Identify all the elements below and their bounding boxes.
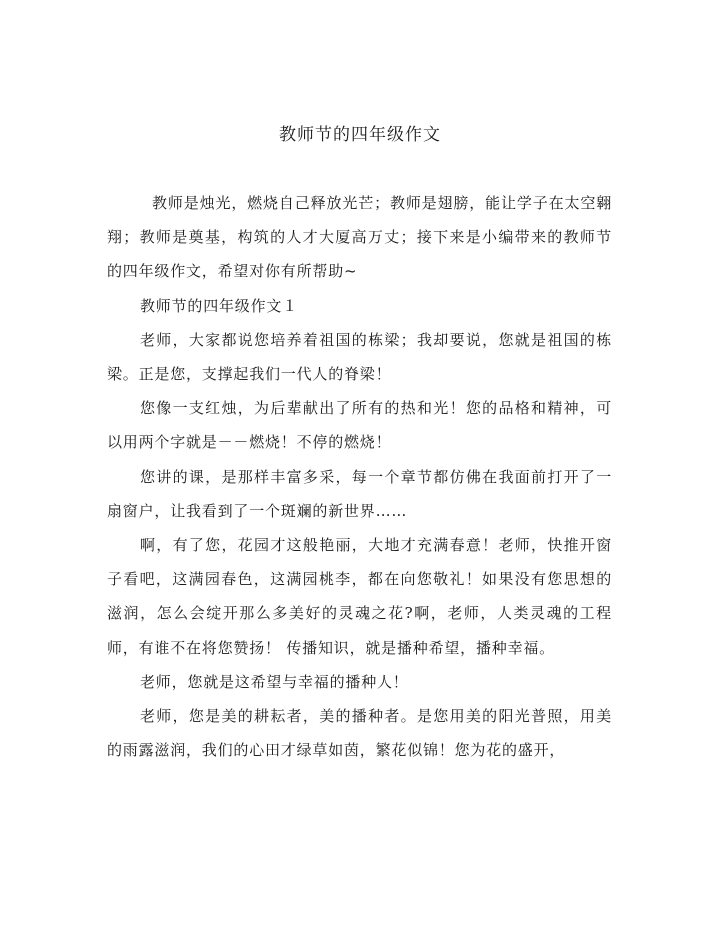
paragraph-intro: 教师是烛光，燃烧自己释放光芒；教师是翅膀，能让学子在太空翱翔；教师是奠基，构筑的人才大厦高万丈；接下来是小编带来的教师节的四年级作文，希望对你有所帮助~ <box>107 194 612 281</box>
document-title: 教师节的四年级作文 <box>279 125 441 145</box>
paragraph: 您讲的课，是那样丰富多采，每一个章节都仿佛在我面前打开了一扇窗户，让我看到了一个斑斓的新世界…… <box>107 467 612 520</box>
document-body <box>107 186 612 767</box>
paragraph: 您像一支红烛，为后辈献出了所有的热和光！您的品格和精神，可以用两个字就是－－燃烧！不停的燃烧！ <box>107 399 612 452</box>
paragraph: 老师，您是美的耕耘者，美的播种者。是您用美的阳光普照，用美的雨露滋润，我们的心田才绿草如茵，繁花似锦！您为花的盛开， <box>107 707 612 760</box>
paragraph: 老师，大家都说您培养着祖国的栋梁；我却要说，您就是祖国的栋梁。正是您，支撑起我们一代人的脊梁！ <box>107 330 612 384</box>
paragraph-subtitle: 教师节的四年级作文１ <box>140 296 299 315</box>
paragraph: 老师，您就是这希望与幸福的播种人！ <box>140 672 409 691</box>
paragraph: 啊，有了您，花园才这般艳丽，大地才充满春意！老师，快推开窗子看吧，这满园春色，这满园桃李，都在向您敬礼！如果没有您思想的滋润，怎么会绽开那么多美好的灵魂之花?啊，老师，人类灵魂的工程师，有谁不在将您赞扬！ 传播知识，就是播种希望，播种幸福。 <box>107 536 612 657</box>
